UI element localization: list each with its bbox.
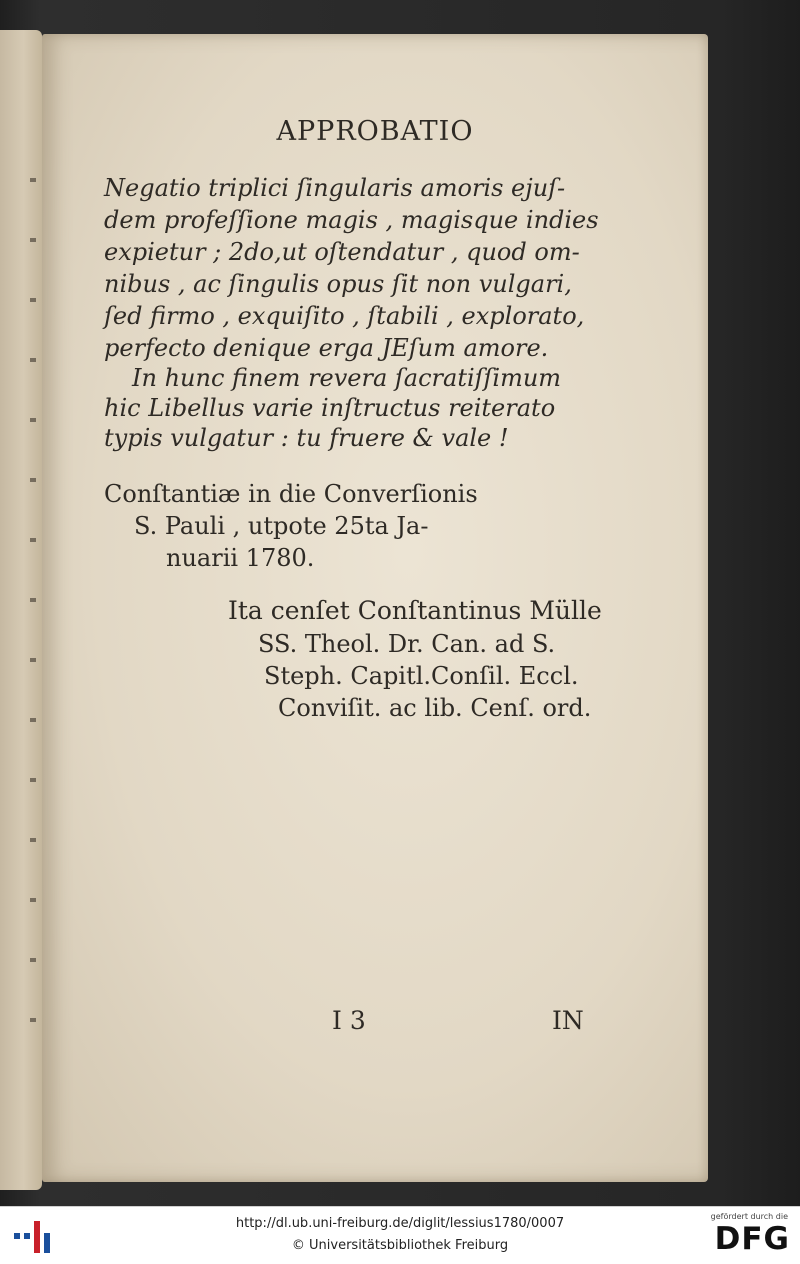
catchword: IN [552,1006,584,1035]
signature-line: Conviſit. ac lib. Cenſ. ord. [278,694,592,722]
book-page [42,34,708,1182]
body-line: expietur ; 2do,ut oſtendatur , quod om- [104,238,580,266]
place-date-line: nuarii 1780. [166,544,315,572]
body-line: nibus , ac ſingulis opus ſit non vulgari, [104,270,572,298]
signature-line: Steph. Capitl.Conſil. Eccl. [264,662,579,690]
funder-note: gefördert durch die [710,1212,788,1221]
left-page-edge [0,30,42,1190]
body-line: typis vulgatur : tu fruere & vale ! [104,424,509,452]
signature-line: SS. Theol. Dr. Can. ad S. [258,630,556,658]
body-line: Negatio triplici ſingularis amoris ejuſ- [104,174,566,202]
body-line: dem profeſſione magis , magisque indies [104,206,599,234]
signature-line: Ita cenſet Conſtantinus Mülle [228,596,602,625]
body-line: ſed firmo , exquiſito , ſtabili , explorato, [104,302,585,330]
place-date-line: S. Pauli , utpote 25ta Ja- [134,512,429,540]
signature-mark: I 3 [332,1006,366,1035]
body-line: perfecto denique erga JEſum amore. [104,334,549,362]
copyright-notice: © Universitätsbibliothek Freiburg [291,1238,509,1253]
viewer-footer [0,1206,800,1264]
page-title: APPROBATIO [276,116,474,147]
place-date-line: Conſtantiæ in die Converſionis [104,480,478,508]
dfg-logo[interactable]: DFG [714,1221,790,1257]
document-url-link[interactable]: http://dl.ub.uni-freiburg.de/diglit/lessius1780/0007 [235,1216,565,1231]
body-line: hic Libellus varie inſtructus reiterato [104,394,556,422]
left-page-text-marks [30,150,36,1050]
body-line: In hunc finem revera ſacratiſſimum [132,364,562,392]
